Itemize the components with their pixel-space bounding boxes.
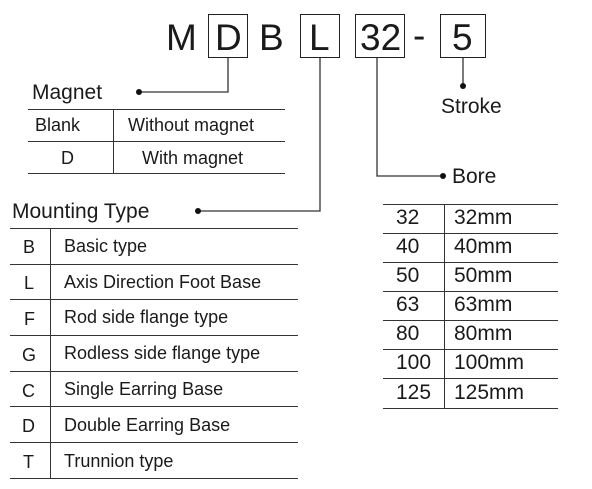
mounting-desc-rodless-flange: Rodless side flange type	[64, 343, 261, 363]
magnet-code-blank: Blank	[35, 115, 81, 135]
mounting-rule-3	[10, 335, 298, 336]
mounting-rule-1	[10, 264, 298, 265]
bore-desc-32: 32mm	[454, 206, 513, 229]
stroke-label: Stroke	[441, 95, 502, 118]
bore-desc-125: 125mm	[454, 381, 525, 404]
bore-rule-1	[383, 233, 558, 234]
magnet-rule-top	[28, 109, 285, 110]
code-l: L	[309, 17, 330, 58]
bore-desc-40: 40mm	[454, 235, 513, 258]
mounting-code-l: L	[24, 273, 35, 293]
code-d: D	[215, 17, 242, 58]
mounting-rule-5	[10, 406, 298, 407]
mounting-code-d: D	[22, 416, 35, 436]
bore-code-63: 63	[396, 293, 420, 316]
mounting-rule-7	[10, 478, 298, 479]
bore-dot	[440, 173, 446, 179]
bore-code-50: 50	[396, 264, 420, 287]
bore-rule-5	[383, 349, 558, 350]
code-b: B	[259, 17, 284, 58]
bore-rule-6	[383, 378, 558, 379]
bore-code-80: 80	[396, 322, 420, 345]
magnet-code-d: D	[61, 148, 74, 168]
mounting-rule-6	[10, 442, 298, 443]
mounting-label: Mounting Type	[12, 200, 150, 223]
mounting-rule-0	[10, 228, 298, 229]
code-bore: 32	[360, 17, 402, 58]
mounting-code-t: T	[23, 452, 34, 472]
bore-rule-0	[383, 204, 558, 205]
mounting-rule-divider	[50, 228, 51, 478]
mounting-code-c: C	[22, 381, 35, 401]
code-stroke: 5	[452, 17, 473, 58]
mounting-rule-4	[10, 371, 298, 372]
bore-code-125: 125	[396, 381, 432, 404]
bore-desc-63: 63mm	[454, 293, 513, 316]
mounting-code-b: B	[23, 237, 36, 257]
mounting-code-f: F	[24, 309, 35, 329]
mounting-rule-2	[10, 299, 298, 300]
mounting-desc-trunnion: Trunnion type	[64, 451, 174, 471]
bore-code-100: 100	[396, 351, 432, 374]
bore-desc-80: 80mm	[454, 322, 513, 345]
mounting-desc-rod-flange: Rod side flange type	[64, 307, 229, 327]
code-dash: -	[413, 15, 426, 56]
magnet-desc-with: With magnet	[142, 148, 244, 168]
bore-connector	[377, 58, 443, 176]
bore-rule-7	[383, 408, 558, 409]
bore-rule-3	[383, 291, 558, 292]
magnet-desc-without: Without magnet	[128, 115, 255, 135]
mounting-dot	[195, 208, 201, 214]
mounting-desc-foot: Axis Direction Foot Base	[64, 272, 262, 292]
magnet-rule-divider	[113, 109, 114, 173]
magnet-dot	[136, 89, 142, 95]
bore-code-40: 40	[396, 235, 420, 258]
bore-desc-100: 100mm	[454, 351, 525, 374]
magnet-label: Magnet	[32, 81, 103, 104]
bore-desc-50: 50mm	[454, 264, 513, 287]
code-m: M	[166, 17, 197, 58]
mounting-desc-single-earring: Single Earring Base	[64, 379, 224, 399]
magnet-rule-mid	[28, 141, 285, 142]
mounting-desc-double-earring: Double Earring Base	[64, 415, 231, 435]
mounting-desc-basic: Basic type	[64, 236, 148, 256]
magnet-connector	[139, 58, 228, 92]
bore-rule-2	[383, 262, 558, 263]
bore-code-32: 32	[396, 206, 420, 229]
stroke-dot	[460, 83, 466, 89]
mounting-code-g: G	[22, 345, 37, 365]
bore-label: Bore	[452, 165, 497, 188]
magnet-rule-bottom	[28, 173, 285, 174]
bore-rule-4	[383, 320, 558, 321]
